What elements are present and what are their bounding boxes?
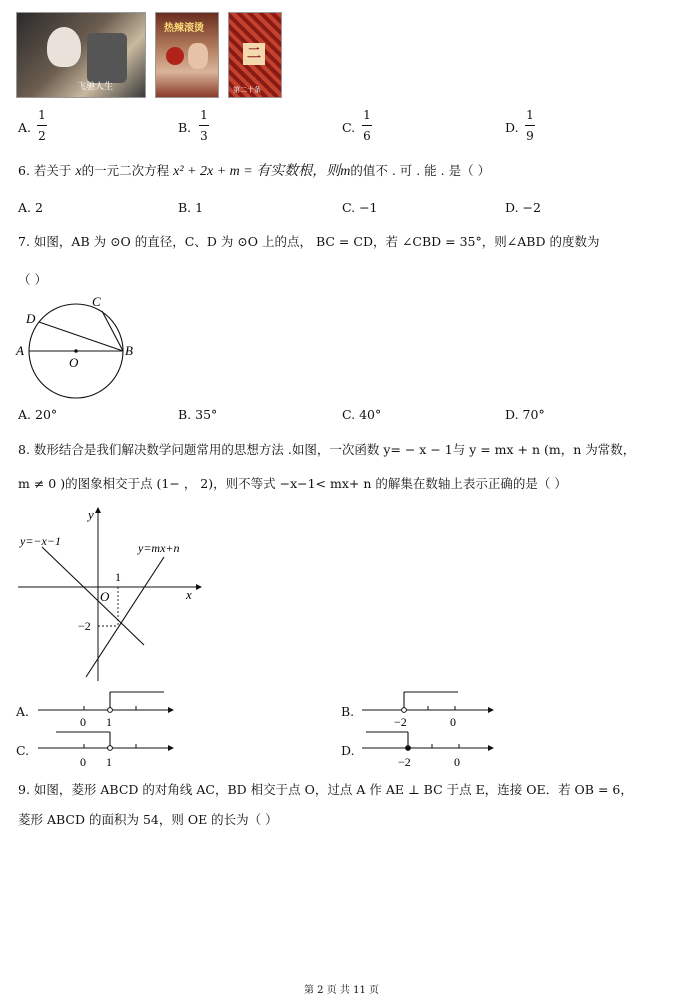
tick-y-neg2: −2	[78, 619, 91, 633]
q6-option-d[interactable]	[505, 200, 541, 215]
q6-text-b: 的一元二次方程	[81, 163, 170, 178]
option-value: 70°	[522, 407, 545, 422]
option-letter: D.	[505, 407, 519, 422]
option-value: −1	[359, 200, 378, 215]
q6-option-a[interactable]	[18, 200, 43, 215]
numerator: 1	[200, 108, 208, 122]
q7-option-b[interactable]	[178, 407, 217, 422]
denominator: 6	[363, 129, 371, 143]
q8-number: 8.	[18, 442, 30, 457]
q6-number: 6.	[18, 163, 30, 178]
boxing-glove-shape	[166, 47, 184, 65]
option-letter: B.	[178, 407, 192, 422]
q8-function-graph	[14, 505, 214, 685]
q5-option-b-fraction	[199, 108, 209, 143]
option-letter: A.	[18, 407, 32, 422]
tick-label: 0	[80, 755, 86, 769]
tick-label: 0	[80, 715, 86, 729]
q7-answer-paren: （ ）	[18, 272, 47, 287]
line-neg-x-minus-1	[42, 547, 144, 645]
tick-label: −2	[398, 755, 411, 769]
option-value: 20°	[35, 407, 58, 422]
line-1-label: y=−x−1	[20, 534, 61, 548]
question-8-line-2	[18, 474, 567, 492]
option-letter: A.	[18, 200, 32, 215]
poster-caption-3: 第二十条	[233, 86, 261, 94]
denominator: 2	[38, 129, 46, 143]
line-2-label: y=mx+n	[138, 541, 180, 555]
numerator: 1	[526, 108, 534, 122]
option-value: 35°	[195, 407, 218, 422]
closed-point	[406, 746, 411, 751]
q8-option-b-number-line	[360, 686, 500, 730]
q5-option-c-letter[interactable]: C.	[342, 120, 356, 135]
q5-option-c-fraction	[362, 108, 372, 143]
tick-label: 1	[106, 715, 112, 729]
option-letter: D.	[505, 200, 519, 215]
denominator: 9	[526, 129, 534, 143]
poster-seal: 二	[243, 43, 265, 65]
question-9-line-1	[18, 780, 633, 798]
q7-option-a[interactable]	[18, 407, 57, 422]
q6-option-b[interactable]	[178, 200, 203, 215]
label-c: C	[92, 294, 101, 309]
fraction-bar	[37, 125, 47, 126]
label-o: O	[69, 355, 79, 370]
q7-option-c[interactable]	[342, 407, 381, 422]
poster-caption-2: 热辣滚烫	[164, 23, 204, 34]
option-letter: B.	[178, 200, 192, 215]
q8-line1: 数形结合是我们解决数学问题常用的思想方法 .如图，一次函数 y= − x − 1与 y = mx + n (m，n 为常数，	[33, 442, 636, 457]
q8-option-a-number-line	[36, 686, 176, 730]
poster-image-2	[155, 12, 219, 98]
q9-line2: 菱形 ABCD 的面积为 54，则 OE 的长为（ ）	[18, 812, 278, 827]
q7-circle-diagram	[14, 290, 144, 400]
q5-option-b-letter[interactable]: B.	[178, 120, 192, 135]
q6-equation: x² + 2x + m = 有实数根，则	[173, 164, 341, 179]
poster-caption-1: 飞驰人生	[77, 82, 114, 92]
x-axis-arrow	[196, 584, 202, 590]
label-a: A	[16, 343, 24, 358]
fraction-bar	[199, 125, 209, 126]
y-axis-arrow	[95, 507, 101, 513]
tick-label: 1	[106, 755, 112, 769]
center-point	[74, 349, 78, 353]
q8-option-a-letter[interactable]: A.	[16, 704, 30, 719]
q6-var-x: x	[75, 164, 82, 179]
arrow-icon	[488, 745, 494, 751]
q8-line2: m ≠ 0 )的图象相交于点 (1− ， 2)，则不等式 −x−1< mx+ n 的解集在数轴上表示正确的是（ ）	[18, 476, 567, 491]
q8-option-c-number-line	[36, 728, 176, 772]
q7-number: 7.	[18, 234, 30, 249]
question-9-line-2	[18, 810, 278, 828]
option-letter: C.	[342, 200, 356, 215]
open-point	[108, 746, 113, 751]
q6-option-c[interactable]	[342, 200, 378, 215]
q6-text-c: 的值不 . 可 . 能 . 是（ ）	[350, 163, 491, 178]
option-value: −2	[522, 200, 541, 215]
arrow-icon	[168, 707, 174, 713]
q5-option-a-fraction	[37, 108, 47, 143]
q6-var-m: m	[340, 164, 351, 179]
option-letter: C.	[342, 407, 356, 422]
label-b: B	[125, 343, 133, 358]
option-value: 40°	[359, 407, 382, 422]
page-footer: 第 2 页 共 11 页	[304, 985, 379, 996]
denominator: 3	[200, 129, 208, 143]
q6-text-a: 若关于	[33, 163, 72, 178]
q9-number: 9.	[18, 782, 30, 797]
numerator: 1	[38, 108, 46, 122]
arrow-icon	[488, 707, 494, 713]
tick-label: −2	[394, 715, 407, 729]
poster-image-1	[16, 12, 146, 98]
origin-label: O	[100, 589, 110, 604]
q8-option-b-letter[interactable]: B.	[341, 704, 355, 719]
tick-label: 0	[450, 715, 456, 729]
tick-label: 0	[454, 755, 460, 769]
open-point	[108, 708, 113, 713]
fraction-bar	[362, 125, 372, 126]
q7-text: 如图，AB 为 ⊙O 的直径，C、D 为 ⊙O 上的点， BC = CD，若 ∠CBD = 35°，则∠ABD 的度数为	[33, 234, 600, 249]
fraction-bar	[525, 125, 535, 126]
q5-option-d-letter[interactable]: D.	[505, 120, 519, 135]
numerator: 1	[363, 108, 371, 122]
q8-option-c-letter[interactable]: C.	[16, 743, 30, 758]
option-value: 1	[195, 200, 204, 215]
seat-shape	[87, 33, 127, 83]
question-6	[18, 160, 490, 180]
y-axis-label: y	[88, 507, 94, 522]
x-axis-label: x	[186, 587, 192, 602]
helmet-shape	[47, 27, 81, 67]
open-point	[402, 708, 407, 713]
q8-option-d-letter[interactable]: D.	[341, 743, 355, 758]
label-d: D	[26, 311, 36, 326]
tick-x-1: 1	[115, 570, 121, 584]
q8-option-d-number-line	[360, 728, 500, 772]
arrow-icon	[168, 745, 174, 751]
q9-line1: 如图，菱形 ABCD 的对角线 AC，BD 相交于点 O，过点 A 作 AE ⊥ BC 于点 E，连接 OE．若 OB = 6，	[33, 782, 633, 797]
question-7	[18, 232, 599, 250]
face-shape	[188, 43, 208, 69]
poster-image-3	[228, 12, 282, 98]
question-8-line-1	[18, 440, 635, 458]
q5-option-a-letter[interactable]: A.	[18, 120, 32, 135]
option-value: 2	[35, 200, 43, 215]
q5-option-d-fraction	[525, 108, 535, 143]
q7-option-d[interactable]	[505, 407, 545, 422]
